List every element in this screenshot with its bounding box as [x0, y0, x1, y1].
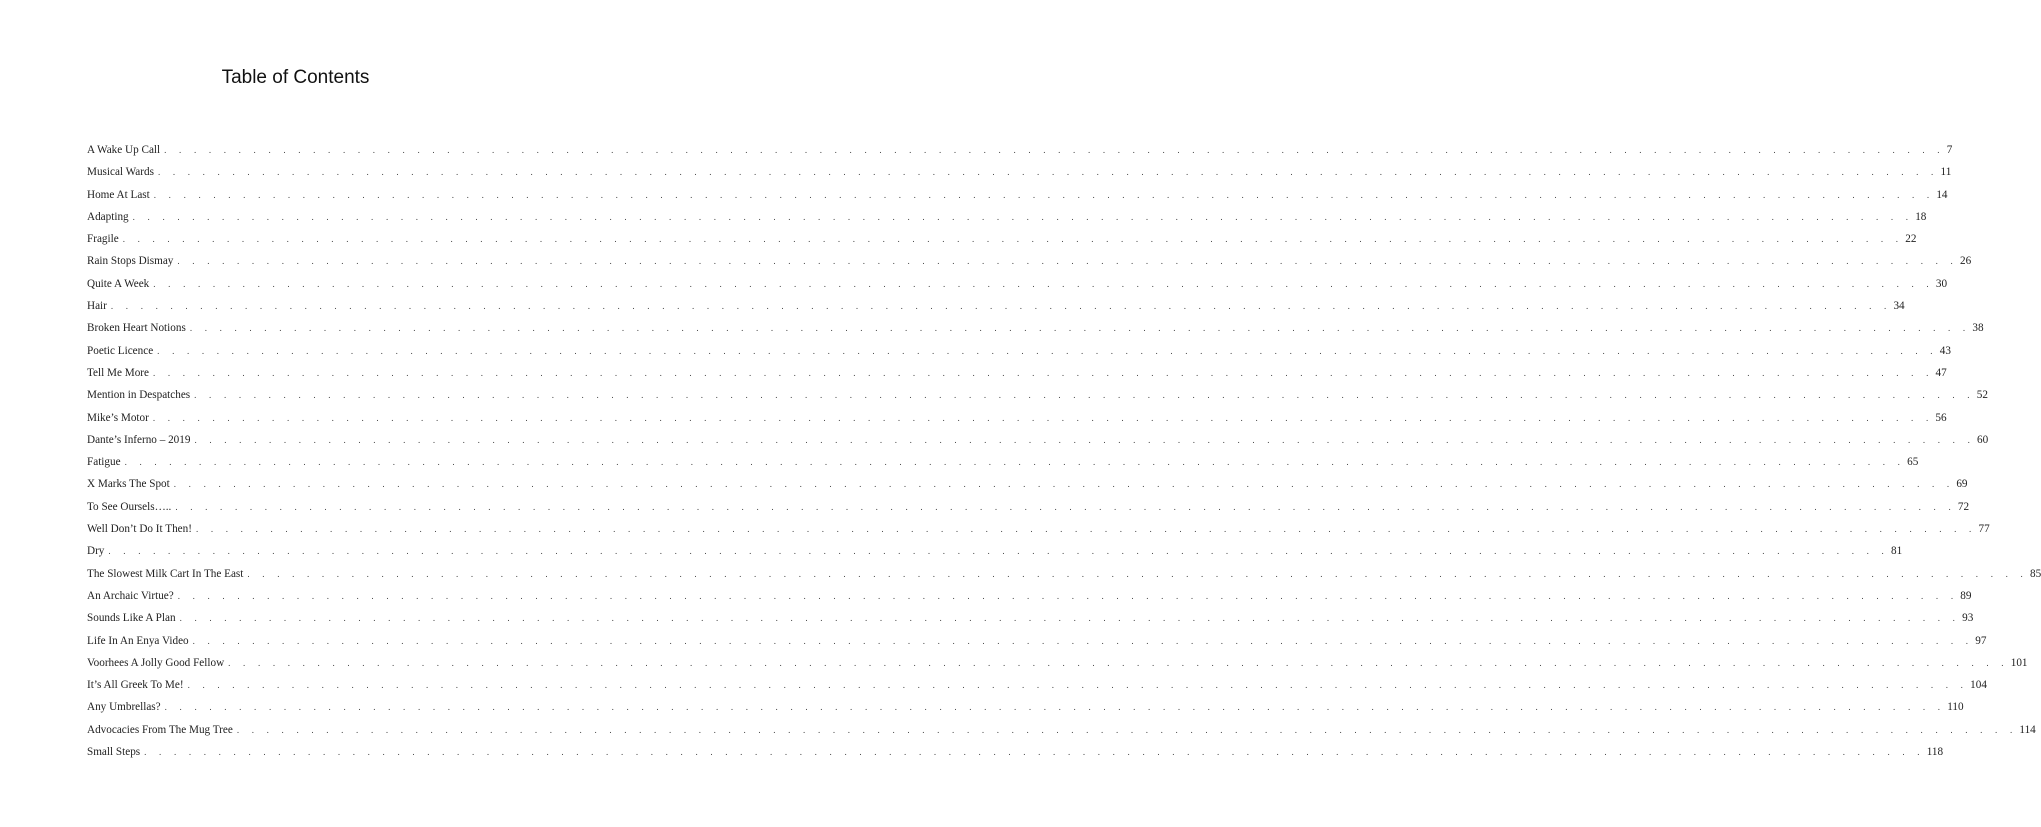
toc-page-number: 18: [1915, 210, 1927, 223]
toc-entry-title: Poetic Licence: [87, 344, 154, 357]
toc-dot-leader: . . . . . . . . . . . . . . . . . . . . . . . . . . . . . . . . . . . . . . . . . . . . . . . . . . . . . . . . . . . . . . . . . . . . . . . . . . . . . . . . . . . . . . . . . . . . . . . . . . . . . . . . . . . . . . . . . . . . . . . .: [187, 680, 1969, 691]
toc-dot-leader: . . . . . . . . . . . . . . . . . . . . . . . . . . . . . . . . . . . . . . . . . . . . . . . . . . . . . . . . . . . . . . . . . . . . . . . . . . . . . . . . . . . . . . . . . . . . . . . . . . . . . . . . . . . . . . . . . . . . . . . .: [192, 635, 1974, 646]
toc-page-number: 52: [1976, 389, 1988, 402]
toc-entry[interactable]: [87, 389, 1988, 411]
toc-page-number: 34: [1893, 300, 1905, 313]
toc-page-number: 60: [1977, 433, 1989, 446]
toc-page-number: 14: [1936, 188, 1948, 201]
toc-page-number: 7: [1946, 144, 1953, 156]
toc-entry-title: Quite A Week: [87, 277, 150, 290]
toc-dot-leader: . . . . . . . . . . . . . . . . . . . . . . . . . . . . . . . . . . . . . . . . . . . . . . . . . . . . . . . . . . . . . . . . . . . . . . . . . . . . . . . . . . . . . . . . . . . . . . . . . . . . . . . . . . . . . . . . . . . . . . . .: [108, 546, 1889, 557]
toc-entry-title: Broken Heart Notions: [87, 322, 186, 335]
toc-dot-leader: . . . . . . . . . . . . . . . . . . . . . . . . . . . . . . . . . . . . . . . . . . . . . . . . . . . . . . . . . . . . . . . . . . . . . . . . . . . . . . . . . . . . . . . . . . . . . . . . . . . . . . . . . . . . . . . . . . . . . . . .: [173, 479, 1955, 490]
toc-dot-leader: . . . . . . . . . . . . . . . . . . . . . . . . . . . . . . . . . . . . . . . . . . . . . . . . . . . . . . . . . . . . . . . . . . . . . . . . . . . . . . . . . . . . . . . . . . . . . . . . . . . . . . . . . . . . . . . . . . . . . . . .: [195, 524, 1977, 535]
toc-dot-leader: . . . . . . . . . . . . . . . . . . . . . . . . . . . . . . . . . . . . . . . . . . . . . . . . . . . . . . . . . . . . . . . . . . . . . . . . . . . . . . . . . . . . . . . . . . . . . . . . . . . . . . . . . . . . . . . . . . . . . . . .: [153, 189, 1935, 200]
toc-page-number: 77: [1978, 523, 1990, 536]
toc-entry-title: Fragile: [87, 233, 119, 246]
toc-page-number: 89: [1960, 589, 1972, 602]
toc-dot-leader: . . . . . . . . . . . . . . . . . . . . . . . . . . . . . . . . . . . . . . . . . . . . . . . . . . . . . . . . . . . . . . . . . . . . . . . . . . . . . . . . . . . . . . . . . . . . . . . . . . . . . . . . . . . . . . . . . . . . . . . .: [228, 657, 2009, 668]
toc-page-number: 26: [1959, 255, 1972, 268]
toc-entry-title: Life In An Enya Video: [87, 634, 189, 647]
toc-dot-leader: . . . . . . . . . . . . . . . . . . . . . . . . . . . . . . . . . . . . . . . . . . . . . . . . . . . . . . . . . . . . . . . . . . . . . . . . . . . . . . . . . . . . . . . . . . . . . . . . . . . . . . . . . . . . . . . . . . . . . . . .: [153, 278, 1934, 289]
toc-entry[interactable]: [87, 478, 1968, 500]
toc-dot-leader: . . . . . . . . . . . . . . . . . . . . . . . . . . . . . . . . . . . . . . . . . . . . . . . . . . . . . . . . . . . . . . . . . . . . . . . . . . . . . . . . . . . . . . . . . . . . . . . . . . . . . . . . . . . . . . . . . . . . . . . .: [164, 145, 1945, 155]
toc-page-number: 43: [1939, 344, 1951, 357]
toc-dot-leader: . . . . . . . . . . . . . . . . . . . . . . . . . . . . . . . . . . . . . . . . . . . . . . . . . . . . . . . . . . . . . . . . . . . . . . . . . . . . . . . . . . . . . . . . . . . . . . . . . . . . . . . . . . . . . . . . . . . . . . . .: [175, 501, 1956, 512]
toc-page-number: 101: [2010, 656, 2028, 669]
toc-page-number: 104: [1970, 679, 1987, 692]
toc-page-number: 118: [1926, 746, 1944, 759]
toc-dot-leader: . . . . . . . . . . . . . . . . . . . . . . . . . . . . . . . . . . . . . . . . . . . . . . . . . . . . . . . . . . . . . . . . . . . . . . . . . . . . . . . . . . . . . . . . . . . . . . . . . . . . . . . . . . . . . . . . . . . . . . . .: [144, 747, 1925, 758]
toc-entry-title: The Slowest Milk Cart In The East: [87, 567, 244, 580]
toc-entry[interactable]: [87, 589, 1972, 612]
toc-entry[interactable]: [87, 433, 1989, 456]
toc-dot-leader: . . . . . . . . . . . . . . . . . . . . . . . . . . . . . . . . . . . . . . . . . . . . . . . . . . . . . . . . . . . . . . . . . . . . . . . . . . . . . . . . . . . . . . . . . . . . . . . . . . . . . . . . . . . . . . . . . . . . . . . .: [124, 457, 1906, 468]
toc-entry[interactable]: [87, 612, 1974, 634]
toc-dot-leader: . . . . . . . . . . . . . . . . . . . . . . . . . . . . . . . . . . . . . . . . . . . . . . . . . . . . . . . . . . . . . . . . . . . . . . . . . . . . . . . . . . . . . . . . . . . . . . . . . . . . . . . . . . . . . . . . . . . . . . . .: [236, 724, 2018, 735]
toc-entry[interactable]: [87, 656, 2028, 679]
toc-entry-title: Dry: [87, 545, 105, 558]
toc-page-number: 72: [1957, 500, 1970, 513]
toc-entry[interactable]: [87, 188, 1948, 211]
toc-entry-title: Fatigue: [87, 456, 121, 469]
toc-page-number: 38: [1972, 322, 1984, 335]
toc-entry-title: Dante’s Inferno – 2019: [87, 433, 191, 446]
toc-entry[interactable]: [87, 500, 1970, 523]
toc-entry[interactable]: [87, 344, 1951, 367]
toc-entry[interactable]: [87, 300, 1905, 322]
toc-page-number: 47: [1935, 366, 1947, 379]
toc-page-number: 110: [1947, 701, 1964, 714]
toc-entry-title: Home At Last: [87, 188, 150, 201]
toc-dot-leader: . . . . . . . . . . . . . . . . . . . . . . . . . . . . . . . . . . . . . . . . . . . . . . . . . . . . . . . . . . . . . . . . . . . . . . . . . . . . . . . . . . . . . . . . . . . . . . . . . . . . . . . . . . . . . . . . . . . . . . . .: [152, 412, 1934, 423]
toc-entry[interactable]: [87, 634, 1987, 657]
toc-entry[interactable]: [87, 411, 1947, 434]
toc-entry-title: Voorhees A Jolly Good Fellow: [87, 656, 225, 669]
toc-list: [87, 144, 2041, 768]
toc-entry-title: Well Don’t Do It Then!: [87, 523, 192, 536]
toc-page-number: 97: [1975, 634, 1987, 647]
toc-page-number: 69: [1956, 478, 1968, 491]
toc-entry[interactable]: [87, 701, 1964, 723]
toc-entry-title: Any Umbrellas?: [87, 701, 161, 714]
toc-entry[interactable]: [87, 456, 1919, 478]
toc-entry-title: An Archaic Virtue?: [87, 589, 174, 602]
toc-entry-title: Small Steps: [87, 746, 141, 759]
toc-dot-leader: . . . . . . . . . . . . . . . . . . . . . . . . . . . . . . . . . . . . . . . . . . . . . . . . . . . . . . . . . . . . . . . . . . . . . . . . . . . . . . . . . . . . . . . . . . . . . . . . . . . . . . . . . . . . . . . . . . . . . . . .: [247, 568, 2028, 579]
toc-dot-leader: . . . . . . . . . . . . . . . . . . . . . . . . . . . . . . . . . . . . . . . . . . . . . . . . . . . . . . . . . . . . . . . . . . . . . . . . . . . . . . . . . . . . . . . . . . . . . . . . . . . . . . . . . . . . . . . . . . . . . . . .: [189, 323, 1971, 334]
toc-entry-title: A Wake Up Call: [87, 144, 161, 156]
toc-entry-title: Mike’s Motor: [87, 411, 149, 424]
toc-entry-title: Musical Wards: [87, 166, 154, 179]
toc-dot-leader: . . . . . . . . . . . . . . . . . . . . . . . . . . . . . . . . . . . . . . . . . . . . . . . . . . . . . . . . . . . . . . . . . . . . . . . . . . . . . . . . . . . . . . . . . . . . . . . . . . . . . . . . . . . . . . . . . . . . . . . .: [122, 234, 1904, 245]
toc-entry-title: It’s All Greek To Me!: [87, 679, 184, 692]
toc-dot-leader: . . . . . . . . . . . . . . . . . . . . . . . . . . . . . . . . . . . . . . . . . . . . . . . . . . . . . . . . . . . . . . . . . . . . . . . . . . . . . . . . . . . . . . . . . . . . . . . . . . . . . . . . . . . . . . . . . . . . . . . .: [157, 345, 1938, 356]
toc-dot-leader: . . . . . . . . . . . . . . . . . . . . . . . . . . . . . . . . . . . . . . . . . . . . . . . . . . . . . . . . . . . . . . . . . . . . . . . . . . . . . . . . . . . . . . . . . . . . . . . . . . . . . . . . . . . . . . . . . . . . . . . .: [110, 301, 1892, 312]
toc-dot-leader: . . . . . . . . . . . . . . . . . . . . . . . . . . . . . . . . . . . . . . . . . . . . . . . . . . . . . . . . . . . . . . . . . . . . . . . . . . . . . . . . . . . . . . . . . . . . . . . . . . . . . . . . . . . . . . . . . . . . . . . .: [164, 702, 1946, 713]
toc-entry[interactable]: [87, 322, 1984, 344]
toc-entry[interactable]: [87, 746, 1944, 768]
toc-entry-title: Adapting: [87, 210, 129, 223]
toc-entry[interactable]: [87, 144, 1953, 166]
toc-dot-leader: . . . . . . . . . . . . . . . . . . . . . . . . . . . . . . . . . . . . . . . . . . . . . . . . . . . . . . . . . . . . . . . . . . . . . . . . . . . . . . . . . . . . . . . . . . . . . . . . . . . . . . . . . . . . . . . . . . . . . . . .: [157, 167, 1939, 178]
toc-entry-title: X Marks The Spot: [87, 478, 170, 491]
toc-page-number: 114: [2019, 723, 2036, 736]
toc-entry-title: Hair: [87, 300, 107, 313]
toc-page-number: 30: [1935, 277, 1948, 290]
toc-entry-title: Mention in Despatches: [87, 389, 191, 402]
toc-entry[interactable]: [87, 277, 1948, 300]
toc-page-number: 93: [1962, 612, 1974, 625]
toc-dot-leader: . . . . . . . . . . . . . . . . . . . . . . . . . . . . . . . . . . . . . . . . . . . . . . . . . . . . . . . . . . . . . . . . . . . . . . . . . . . . . . . . . . . . . . . . . . . . . . . . . . . . . . . . . . . . . . . . . . . . . . . .: [152, 367, 1934, 378]
toc-page-number: 56: [1935, 411, 1947, 424]
toc-entry[interactable]: [87, 723, 2036, 746]
toc-entry[interactable]: [87, 679, 1987, 701]
toc-entry[interactable]: [87, 545, 1903, 567]
toc-page-number: 85: [2029, 567, 2041, 580]
toc-page-number: 11: [1940, 166, 1952, 179]
toc-dot-leader: . . . . . . . . . . . . . . . . . . . . . . . . . . . . . . . . . . . . . . . . . . . . . . . . . . . . . . . . . . . . . . . . . . . . . . . . . . . . . . . . . . . . . . . . . . . . . . . . . . . . . . . . . . . . . . . . . . . . . . . .: [194, 434, 1976, 445]
toc-entry-title: Advocacies From The Mug Tree: [87, 723, 233, 736]
page-title: Table of Contents: [221, 67, 370, 88]
toc-entry[interactable]: [87, 166, 1952, 188]
toc-page-number: 22: [1905, 233, 1917, 246]
toc-page-number: 81: [1890, 545, 1903, 558]
toc-entry[interactable]: [87, 210, 1927, 233]
toc-entry-title: Tell Me More: [87, 366, 149, 379]
toc-dot-leader: . . . . . . . . . . . . . . . . . . . . . . . . . . . . . . . . . . . . . . . . . . . . . . . . . . . . . . . . . . . . . . . . . . . . . . . . . . . . . . . . . . . . . . . . . . . . . . . . . . . . . . . . . . . . . . . . . . . . . . . .: [132, 211, 1914, 222]
toc-entry-title: Rain Stops Dismay: [87, 255, 174, 268]
toc-entry-title: To See Oursels…..: [87, 500, 172, 513]
toc-entry-title: Sounds Like A Plan: [87, 612, 176, 625]
toc-entry[interactable]: [87, 567, 2041, 590]
toc-page-number: 65: [1907, 456, 1919, 469]
toc-entry[interactable]: [87, 255, 1972, 277]
toc-dot-leader: . . . . . . . . . . . . . . . . . . . . . . . . . . . . . . . . . . . . . . . . . . . . . . . . . . . . . . . . . . . . . . . . . . . . . . . . . . . . . . . . . . . . . . . . . . . . . . . . . . . . . . . . . . . . . . . . . . . . . . . .: [177, 256, 1958, 267]
toc-dot-leader: . . . . . . . . . . . . . . . . . . . . . . . . . . . . . . . . . . . . . . . . . . . . . . . . . . . . . . . . . . . . . . . . . . . . . . . . . . . . . . . . . . . . . . . . . . . . . . . . . . . . . . . . . . . . . . . . . . . . . . . .: [194, 390, 1975, 401]
toc-dot-leader: . . . . . . . . . . . . . . . . . . . . . . . . . . . . . . . . . . . . . . . . . . . . . . . . . . . . . . . . . . . . . . . . . . . . . . . . . . . . . . . . . . . . . . . . . . . . . . . . . . . . . . . . . . . . . . . . . . . . . . . .: [177, 590, 1959, 601]
toc-dot-leader: . . . . . . . . . . . . . . . . . . . . . . . . . . . . . . . . . . . . . . . . . . . . . . . . . . . . . . . . . . . . . . . . . . . . . . . . . . . . . . . . . . . . . . . . . . . . . . . . . . . . . . . . . . . . . . . . . . . . . . . .: [179, 613, 1961, 624]
toc-entry[interactable]: [87, 523, 1990, 545]
toc-entry[interactable]: [87, 233, 1917, 255]
toc-entry[interactable]: [87, 366, 1947, 389]
